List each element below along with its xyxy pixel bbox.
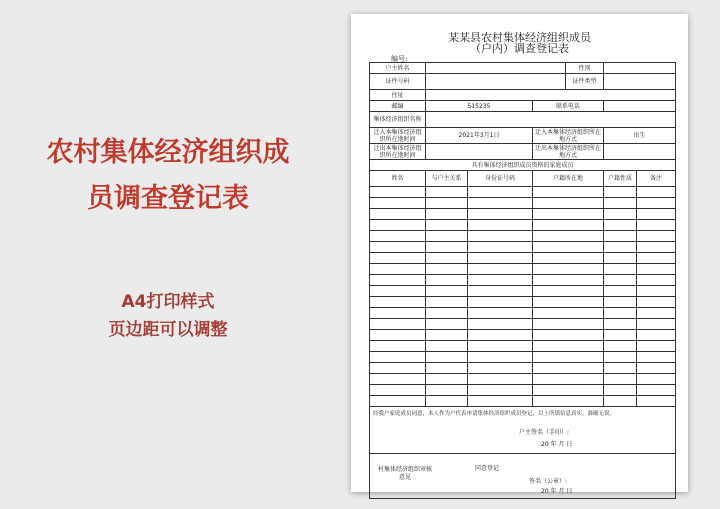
- member-cell: [370, 187, 426, 198]
- member-cell: [426, 275, 468, 286]
- member-cell: [604, 242, 637, 253]
- member-cell: [604, 187, 637, 198]
- member-cell: [426, 385, 468, 396]
- member-cell: [370, 242, 426, 253]
- member-row: [370, 297, 676, 308]
- members-section-title: 具有集体经济组织成员资格的家庭成员: [370, 160, 676, 171]
- member-cell: [426, 253, 468, 264]
- member-cell: [426, 374, 468, 385]
- member-cell: [468, 352, 533, 363]
- member-cell: [604, 286, 637, 297]
- member-cell: [637, 374, 676, 385]
- member-cell: [370, 275, 426, 286]
- org-name-label: 集体经济组织名称: [370, 112, 426, 128]
- col-remarks: 备注: [637, 171, 676, 187]
- phone-value: [604, 101, 676, 112]
- col-household-location: 户籍所在地: [533, 171, 604, 187]
- form-paper: [351, 14, 688, 495]
- member-cell: [426, 297, 468, 308]
- member-cell: [468, 374, 533, 385]
- member-cell: [604, 253, 637, 264]
- member-cell: [468, 242, 533, 253]
- member-cell: [533, 396, 604, 407]
- member-row: [370, 264, 676, 275]
- member-cell: [533, 330, 604, 341]
- member-cell: [637, 231, 676, 242]
- member-cell: [370, 374, 426, 385]
- member-cell: [426, 198, 468, 209]
- member-cell: [604, 319, 637, 330]
- id-type-value: [604, 74, 676, 90]
- col-name: 姓名: [370, 171, 426, 187]
- member-cell: [426, 242, 468, 253]
- head-name-label: 户主姓名: [370, 63, 426, 74]
- member-cell: [533, 308, 604, 319]
- member-cell: [468, 264, 533, 275]
- member-cell: [370, 341, 426, 352]
- member-cell: [468, 275, 533, 286]
- phone-label: 联系电话: [533, 101, 604, 112]
- member-cell: [533, 275, 604, 286]
- member-cell: [533, 286, 604, 297]
- member-row: [370, 396, 676, 407]
- declaration-cell: [370, 407, 676, 454]
- member-cell: [637, 363, 676, 374]
- member-cell: [370, 319, 426, 330]
- move-in-time-value: 2021年3月1日: [426, 128, 533, 144]
- move-in-method-value: 出生: [604, 128, 676, 144]
- registration-table: [369, 62, 676, 499]
- member-cell: [426, 352, 468, 363]
- member-row: [370, 330, 676, 341]
- member-cell: [468, 385, 533, 396]
- member-cell: [468, 198, 533, 209]
- member-cell: [370, 330, 426, 341]
- member-cell: [533, 319, 604, 330]
- member-cell: [533, 385, 604, 396]
- member-cell: [468, 286, 533, 297]
- postcode-label: 邮编: [370, 101, 426, 112]
- review-cell: [370, 454, 676, 499]
- member-cell: [604, 220, 637, 231]
- member-row: [370, 231, 676, 242]
- member-row: [370, 198, 676, 209]
- member-row: [370, 319, 676, 330]
- member-cell: [604, 363, 637, 374]
- member-cell: [533, 220, 604, 231]
- member-cell: [604, 275, 637, 286]
- postcode-value: 515235: [426, 101, 533, 112]
- id-no-label: 证件号码: [370, 74, 426, 90]
- member-cell: [468, 253, 533, 264]
- form-title-line1: 某某县农村集体经济组织成员: [448, 31, 591, 44]
- member-cell: [533, 264, 604, 275]
- review-label: 村集体经济组织审核意见: [377, 466, 432, 481]
- member-cell: [426, 330, 468, 341]
- member-cell: [533, 231, 604, 242]
- member-cell: [468, 220, 533, 231]
- member-cell: [370, 308, 426, 319]
- member-cell: [604, 231, 637, 242]
- member-cell: [468, 330, 533, 341]
- member-cell: [468, 319, 533, 330]
- move-in-time-label: 迁入本集体经济组织所在地时间: [370, 128, 426, 144]
- member-cell: [533, 242, 604, 253]
- member-cell: [426, 308, 468, 319]
- member-cell: [533, 341, 604, 352]
- form-title-line2: （户内）调查登记表: [470, 42, 569, 55]
- member-cell: [604, 308, 637, 319]
- member-cell: [637, 286, 676, 297]
- promo-sub-line2: 页边距可以调整: [108, 320, 228, 340]
- member-cell: [637, 319, 676, 330]
- col-relation: 与户主关系: [426, 171, 468, 187]
- member-cell: [370, 385, 426, 396]
- agree-text: 同意登记: [475, 465, 500, 472]
- member-cell: [533, 209, 604, 220]
- member-cell: [533, 297, 604, 308]
- member-cell: [426, 220, 468, 231]
- form-number-label: 编号:: [391, 55, 408, 63]
- member-cell: [533, 374, 604, 385]
- member-row: [370, 275, 676, 286]
- id-type-label: 证件类型: [566, 74, 604, 90]
- member-cell: [468, 209, 533, 220]
- member-cell: [468, 341, 533, 352]
- member-row: [370, 187, 676, 198]
- move-in-method-label: 迁入本集体经济组织所在地方式: [533, 128, 604, 144]
- member-cell: [604, 341, 637, 352]
- member-cell: [604, 352, 637, 363]
- member-cell: [533, 352, 604, 363]
- promo-title-line1: 农村集体经济组织成: [46, 137, 290, 168]
- member-row: [370, 286, 676, 297]
- member-cell: [637, 275, 676, 286]
- id-no-value: [426, 74, 566, 90]
- move-out-method-value: [604, 144, 676, 160]
- member-cell: [370, 264, 426, 275]
- member-cell: [370, 297, 426, 308]
- member-cell: [468, 396, 533, 407]
- member-cell: [604, 297, 637, 308]
- member-cell: [370, 209, 426, 220]
- seal-signature-label: 签名（公章）:: [529, 478, 568, 485]
- member-cell: [604, 198, 637, 209]
- member-row: [370, 374, 676, 385]
- member-cell: [637, 264, 676, 275]
- col-id-number: 身份证号码: [468, 171, 533, 187]
- promo-sub-line1: A4打印样式: [121, 292, 215, 312]
- member-cell: [533, 253, 604, 264]
- promo-subtitle: [18, 288, 318, 344]
- member-cell: [468, 308, 533, 319]
- member-cell: [426, 341, 468, 352]
- member-row: [370, 308, 676, 319]
- member-cell: [468, 363, 533, 374]
- member-cell: [370, 198, 426, 209]
- member-cell: [637, 396, 676, 407]
- member-cell: [604, 385, 637, 396]
- member-cell: [637, 220, 676, 231]
- member-cell: [426, 231, 468, 242]
- member-cell: [468, 231, 533, 242]
- member-row: [370, 253, 676, 264]
- member-cell: [426, 264, 468, 275]
- address-label: 住址: [370, 90, 426, 101]
- move-out-method-label: 迁出本集体经济组织所在地方式: [533, 144, 604, 160]
- member-cell: [370, 220, 426, 231]
- member-cell: [370, 352, 426, 363]
- review-date: 20 年 月 日: [541, 488, 573, 495]
- member-cell: [637, 385, 676, 396]
- member-cell: [426, 319, 468, 330]
- member-cell: [637, 253, 676, 264]
- member-cell: [637, 297, 676, 308]
- member-row: [370, 352, 676, 363]
- member-row: [370, 363, 676, 374]
- member-cell: [426, 209, 468, 220]
- move-out-time-label: 迁出本集体经济组织所在地时间: [370, 144, 426, 160]
- member-cell: [533, 363, 604, 374]
- head-signature-label: 户主签名（手印）:: [519, 429, 570, 436]
- member-cell: [370, 286, 426, 297]
- col-household-type: 户籍性质: [604, 171, 637, 187]
- member-cell: [637, 341, 676, 352]
- member-rows: [370, 187, 676, 407]
- member-cell: [637, 209, 676, 220]
- member-row: [370, 341, 676, 352]
- address-value: [426, 90, 676, 101]
- member-cell: [637, 242, 676, 253]
- member-cell: [604, 330, 637, 341]
- member-cell: [604, 264, 637, 275]
- member-row: [370, 242, 676, 253]
- member-cell: [370, 396, 426, 407]
- member-cell: [370, 363, 426, 374]
- gender-label: 性别: [566, 63, 604, 74]
- member-cell: [468, 187, 533, 198]
- member-cell: [468, 297, 533, 308]
- member-cell: [637, 352, 676, 363]
- member-cell: [637, 198, 676, 209]
- member-cell: [637, 330, 676, 341]
- member-row: [370, 220, 676, 231]
- member-cell: [637, 187, 676, 198]
- declaration-text: 经我户家庭成员同意，本人作为户代表申请集体经济组织成员登记，以上所填信息真实，准确无误。: [373, 411, 616, 417]
- member-cell: [533, 198, 604, 209]
- promo-title: [18, 130, 318, 222]
- head-name-value: [426, 63, 566, 74]
- member-cell: [604, 209, 637, 220]
- promo-title-line2: 员调查登记表: [87, 183, 249, 214]
- gender-value: [604, 63, 676, 74]
- org-name-value: [426, 112, 676, 128]
- member-cell: [637, 308, 676, 319]
- member-cell: [426, 286, 468, 297]
- member-cell: [426, 396, 468, 407]
- member-row: [370, 209, 676, 220]
- member-row: [370, 385, 676, 396]
- member-cell: [370, 253, 426, 264]
- member-cell: [604, 396, 637, 407]
- member-cell: [533, 187, 604, 198]
- member-cell: [370, 231, 426, 242]
- move-out-time-value: [426, 144, 533, 160]
- member-cell: [604, 374, 637, 385]
- member-cell: [426, 187, 468, 198]
- member-cell: [426, 363, 468, 374]
- declaration-date: 20 年 月 日: [541, 441, 573, 448]
